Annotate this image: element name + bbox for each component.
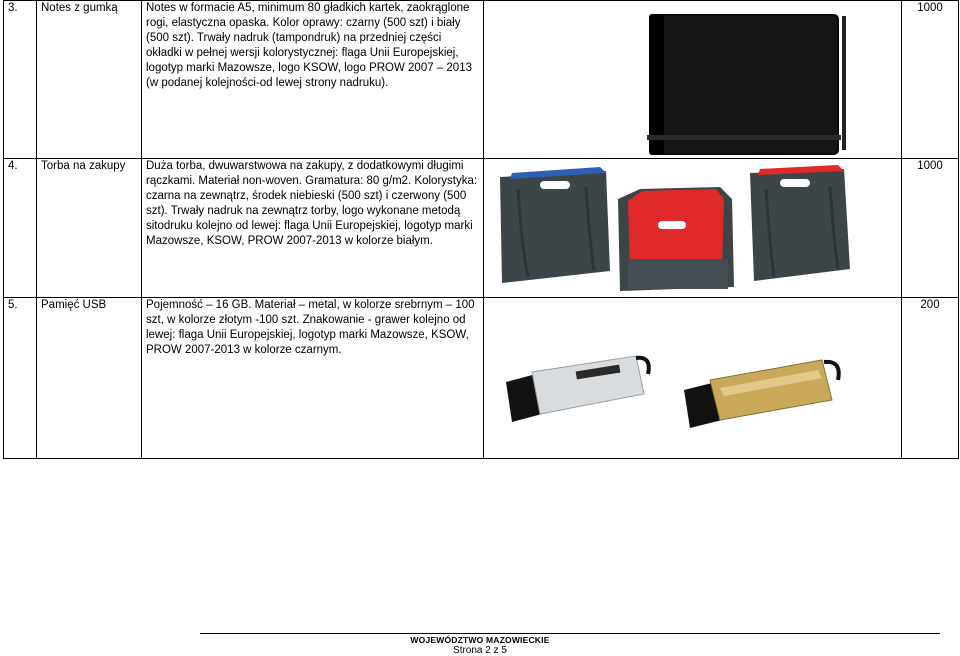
product-name: Torba na zakupy — [37, 159, 142, 298]
notebook-image — [488, 1, 897, 158]
footer-organization: WOJEWÓDZTWO MAZOWIECKIE — [410, 635, 550, 645]
row-number: 3. — [4, 1, 37, 159]
usb-illustration — [488, 298, 898, 458]
quantity: 1000 — [902, 159, 959, 298]
page-number: Strona 2 z 5 — [453, 645, 507, 656]
row-number: 5. — [4, 298, 37, 459]
quantity: 1000 — [902, 1, 959, 159]
product-image-cell — [484, 298, 902, 459]
product-table — [3, 0, 959, 459]
usb-image — [488, 298, 897, 458]
table-row — [4, 159, 959, 298]
row-number: 4. — [4, 159, 37, 298]
product-description: Notes w formacie A5, minimum 80 gładkich kartek, zaokrąglone rogi, elastyczna opaska. Kolor oprawy: czarny (500 szt) i biały (500 szt). Trwały nadruk (tampondruk) na przedniej części okładki w pełnej wersji kolorystycznej: flaga Unii Europejskiej, logotyp marki Mazowsze, logo KSOW, logo PROW 2007 – 2013 (w podanej kolejności-od lewej strony nadruku). — [142, 1, 484, 159]
bags-illustration — [488, 159, 898, 297]
footer-divider — [200, 633, 940, 634]
product-name: Pamięć USB — [37, 298, 142, 459]
usb-silver-body — [532, 356, 644, 414]
table-row — [4, 298, 959, 459]
product-image-cell — [484, 1, 902, 159]
product-image-cell — [484, 159, 902, 298]
product-description: Pojemność – 16 GB. Materiał – metal, w kolorze srebrnym – 100 szt, w kolorze złotym -100 szt. Znakowanie - grawer kolejno od lewej: flaga Unii Europejskiej, logotyp marki Mazowsze, KSOW, PROW 2007-2013 w kolorze czarnym. — [142, 298, 484, 459]
table-row — [4, 1, 959, 159]
notebook-illustration — [488, 1, 898, 158]
bag-image — [488, 159, 897, 297]
product-description: Duża torba, dwuwarstwowa na zakupy, z dodatkowymi długimi rączkami. Materiał non-woven. Gramatura: 80 g/m2. Kolorystyka: czarna na zewnątrz, środek niebieski (500 szt) i czerwony (500 szt). Trwały nadruk na zewnątrz torby, logo wykonane metodą sitodruku kolejno od lewej: flaga Unii Europejskiej, logotyp marki Mazowsze, KSOW, PROW 2007-2013 w kolorze białym. — [142, 159, 484, 298]
product-name: Notes z gumką — [37, 1, 142, 159]
quantity: 200 — [902, 298, 959, 459]
elastic-band — [647, 135, 841, 140]
